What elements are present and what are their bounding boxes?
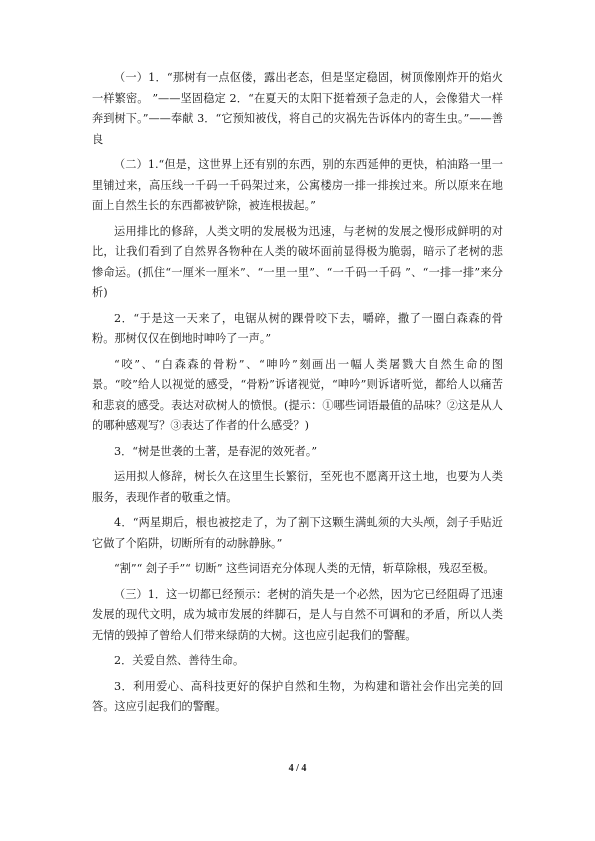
answer-analysis-4: “割”“ 刽子手”“ 切断” 这些词语充分体现人类的无情，斩草除根，残忍至极。 [114,562,495,575]
answer-section-1: （一）1．“那树有一点伛偻，露出老态，但是坚定稳固，树顶像刚炸开的焰火一样繁密。 ”——坚固稳定 2．“在夏天的太阳下挺着颈子急走的人，会像猎犬一样奔到树下。”——奉献 3．“它预知被伐，将自己的灾祸先告诉体内的寄生虫。”——善良 [92,71,503,146]
answer-section-3-item-1: （三）1．这一切都已经预示：老树的消失是一个必然，因为它已经阻碍了迅速发展的现代文明，成为城市发展的绊脚石，是人与自然不可调和的矛盾，所以人类无情的毁掉了曾给人们带来绿荫的大树。这也应引起我们的警醒。 [92,587,503,642]
answer-section-3-item-2: 2．关爱自然、善待生命。 [114,654,245,667]
answer-section-2-item-2: 2．“于是这一天来了，电锯从树的踝骨咬下去，嚼碎，撒了一圈白森森的骨粉。那树仅仅在倒地时呻吟了一声。” [92,311,503,345]
page-number: 4 / 4 [288,763,307,774]
answer-analysis-1: 运用排比的修辞，人类文明的发展极为迅速，与老树的发展之慢形成鲜明的对比，让我们看到了自然界各物种在人类的破坏面前显得极为脆弱，暗示了老树的悲惨命运。(抓住“一厘米一厘米”、“一里一里”、“一千码一千码 ”、“一排一排”来分析) [92,224,503,299]
answer-section-2-item-3: 3．“树是世袭的土著，是春泥的效死者。” [114,444,318,458]
answer-analysis-2: “咬”、“白森森的骨粉”、“呻吟”刻画出一幅人类屠戮大自然生命的图景。“咬”给人以视觉的感受，“骨粉”诉诸视觉，“呻吟”则诉诸听觉，都给人以痛苦和悲哀的感受。表达对砍树人的愤恨。(提示：①哪些词语最值的品味？②这是从人的哪种感观写？③表达了作者的什么感受？) [92,357,503,432]
answer-section-2-item-1: （二）1.“但是，这世界上还有别的东西，别的东西延伸的更快，柏油路一里一里铺过来，高压线一千码一千码架过来，公寓楼房一排一排挨过来。所以原来在地面上自然生长的东西都被铲除，被连根拔起。” [92,158,503,212]
answer-analysis-3: 运用拟人修辞，树长久在这里生长繁衍，至死也不愿离开这土地，也要为人类服务，表现作者的敬重之情。 [92,470,503,504]
answer-section-2-item-4: 4．“两星期后，根也被挖走了，为了割下这颗生满虬须的大头颅，刽子手贴近它做了个陷阱，切断所有的动脉静脉。” [92,516,503,550]
answer-section-3-item-3: 3．利用爱心、高科技更好的保护自然和生物，为构建和谐社会作出完美的回答。这应引起我们的警醒。 [92,679,503,713]
